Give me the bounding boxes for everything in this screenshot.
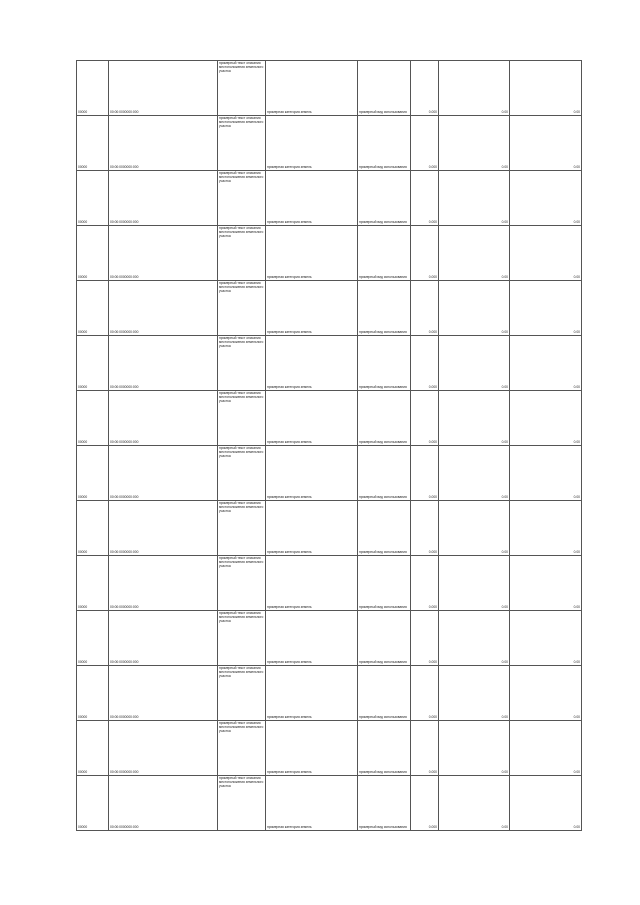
cell-value-2: 0.00 <box>510 611 582 666</box>
cell-value-2: 0.00 <box>510 556 582 611</box>
location-text: примерный текст описания местоположения земельного участка <box>219 116 264 129</box>
cell-value-1: 0.00 <box>439 116 510 171</box>
location-text: примерный текст описания местоположения земельного участка <box>219 171 264 184</box>
location-text: примерный текст описания местоположения земельного участка <box>219 391 264 404</box>
cell-row-number: 00000 <box>77 666 109 721</box>
cell-location <box>218 116 266 171</box>
cell-value-1: 0.00 <box>439 281 510 336</box>
cell-value-2: 0.00 <box>510 666 582 721</box>
cell-location <box>218 171 266 226</box>
cell-row-number: 00000 <box>77 721 109 776</box>
land-plots-table <box>76 60 582 831</box>
cell-location <box>218 721 266 776</box>
table-row <box>77 61 582 116</box>
location-text: примерный текст описания местоположения земельного участка <box>219 336 264 349</box>
cell-cadastral-number: 00:00:0000000:000 <box>109 556 218 611</box>
cell-location <box>218 556 266 611</box>
cell-cadastral-number: 00:00:0000000:000 <box>109 171 218 226</box>
cell-permitted-use: примерный вид использования <box>358 116 411 171</box>
cell-cadastral-number: 00:00:0000000:000 <box>109 666 218 721</box>
cell-row-number: 00000 <box>77 336 109 391</box>
cell-cadastral-number: 00:00:0000000:000 <box>109 776 218 831</box>
location-text: примерный текст описания местоположения земельного участка <box>219 501 264 514</box>
cell-land-category: примерная категория земель <box>266 721 358 776</box>
table-row <box>77 446 582 501</box>
cell-location <box>218 61 266 116</box>
location-text: примерный текст описания местоположения земельного участка <box>219 446 264 459</box>
cell-value-1: 0.00 <box>439 61 510 116</box>
table-row <box>77 776 582 831</box>
location-text: примерный текст описания местоположения земельного участка <box>219 776 264 789</box>
cell-row-number: 00000 <box>77 501 109 556</box>
cell-cadastral-number: 00:00:0000000:000 <box>109 611 218 666</box>
cell-permitted-use: примерный вид использования <box>358 776 411 831</box>
cell-area: 0.000 <box>411 61 439 116</box>
location-text: примерный текст описания местоположения земельного участка <box>219 556 264 569</box>
cell-cadastral-number: 00:00:0000000:000 <box>109 281 218 336</box>
cell-land-category: примерная категория земель <box>266 666 358 721</box>
cell-value-1: 0.00 <box>439 336 510 391</box>
location-text: примерный текст описания местоположения земельного участка <box>219 611 264 624</box>
cell-row-number: 00000 <box>77 556 109 611</box>
location-text: примерный текст описания местоположения земельного участка <box>219 281 264 294</box>
location-text: примерный текст описания местоположения земельного участка <box>219 226 264 239</box>
cell-permitted-use: примерный вид использования <box>358 336 411 391</box>
cell-location <box>218 281 266 336</box>
cell-value-2: 0.00 <box>510 171 582 226</box>
cell-cadastral-number: 00:00:0000000:000 <box>109 336 218 391</box>
cell-value-1: 0.00 <box>439 666 510 721</box>
cell-permitted-use: примерный вид использования <box>358 61 411 116</box>
cell-row-number: 00000 <box>77 226 109 281</box>
table-row <box>77 611 582 666</box>
table-row <box>77 666 582 721</box>
cell-value-2: 0.00 <box>510 226 582 281</box>
cell-value-1: 0.00 <box>439 171 510 226</box>
cell-value-1: 0.00 <box>439 611 510 666</box>
cell-permitted-use: примерный вид использования <box>358 226 411 281</box>
cell-land-category: примерная категория земель <box>266 281 358 336</box>
cell-value-2: 0.00 <box>510 61 582 116</box>
cell-row-number: 00000 <box>77 776 109 831</box>
cell-land-category: примерная категория земель <box>266 391 358 446</box>
cell-area: 0.000 <box>411 666 439 721</box>
cell-value-1: 0.00 <box>439 446 510 501</box>
cell-area: 0.000 <box>411 776 439 831</box>
cell-permitted-use: примерный вид использования <box>358 171 411 226</box>
table-body <box>77 61 582 831</box>
table-row <box>77 226 582 281</box>
table-row <box>77 556 582 611</box>
cell-area: 0.000 <box>411 391 439 446</box>
cell-cadastral-number: 00:00:0000000:000 <box>109 226 218 281</box>
cell-permitted-use: примерный вид использования <box>358 721 411 776</box>
cell-value-1: 0.00 <box>439 501 510 556</box>
cell-value-1: 0.00 <box>439 776 510 831</box>
cell-location <box>218 611 266 666</box>
cell-row-number: 00000 <box>77 171 109 226</box>
cell-value-2: 0.00 <box>510 281 582 336</box>
table-row <box>77 391 582 446</box>
cell-land-category: примерная категория земель <box>266 611 358 666</box>
cell-cadastral-number: 00:00:0000000:000 <box>109 446 218 501</box>
cell-area: 0.000 <box>411 446 439 501</box>
table-row <box>77 116 582 171</box>
cell-location <box>218 391 266 446</box>
cell-cadastral-number: 00:00:0000000:000 <box>109 501 218 556</box>
cell-permitted-use: примерный вид использования <box>358 391 411 446</box>
cell-value-2: 0.00 <box>510 336 582 391</box>
cell-land-category: примерная категория земель <box>266 336 358 391</box>
cell-row-number: 00000 <box>77 281 109 336</box>
cell-land-category: примерная категория земель <box>266 116 358 171</box>
cell-permitted-use: примерный вид использования <box>358 556 411 611</box>
cell-land-category: примерная категория земель <box>266 501 358 556</box>
table-row <box>77 501 582 556</box>
cell-row-number: 00000 <box>77 116 109 171</box>
cell-location <box>218 776 266 831</box>
table-row <box>77 336 582 391</box>
cell-value-2: 0.00 <box>510 501 582 556</box>
cell-value-1: 0.00 <box>439 391 510 446</box>
cell-area: 0.000 <box>411 501 439 556</box>
cell-row-number: 00000 <box>77 611 109 666</box>
cell-area: 0.000 <box>411 336 439 391</box>
cell-permitted-use: примерный вид использования <box>358 666 411 721</box>
cell-area: 0.000 <box>411 611 439 666</box>
cell-land-category: примерная категория земель <box>266 446 358 501</box>
cell-value-2: 0.00 <box>510 776 582 831</box>
cell-value-2: 0.00 <box>510 391 582 446</box>
cell-cadastral-number: 00:00:0000000:000 <box>109 116 218 171</box>
cell-permitted-use: примерный вид использования <box>358 501 411 556</box>
cell-location <box>218 226 266 281</box>
cell-row-number: 00000 <box>77 446 109 501</box>
cell-land-category: примерная категория земель <box>266 226 358 281</box>
cell-permitted-use: примерный вид использования <box>358 446 411 501</box>
location-text: примерный текст описания местоположения земельного участка <box>219 721 264 734</box>
cell-land-category: примерная категория земель <box>266 61 358 116</box>
cell-area: 0.000 <box>411 556 439 611</box>
cell-value-1: 0.00 <box>439 721 510 776</box>
cell-value-1: 0.00 <box>439 226 510 281</box>
cell-location <box>218 446 266 501</box>
cell-value-2: 0.00 <box>510 446 582 501</box>
cell-area: 0.000 <box>411 721 439 776</box>
cell-permitted-use: примерный вид использования <box>358 611 411 666</box>
cell-value-2: 0.00 <box>510 721 582 776</box>
table-row <box>77 281 582 336</box>
cell-location <box>218 501 266 556</box>
cell-area: 0.000 <box>411 226 439 281</box>
cell-land-category: примерная категория земель <box>266 171 358 226</box>
table-row <box>77 721 582 776</box>
table-row <box>77 171 582 226</box>
cell-area: 0.000 <box>411 281 439 336</box>
cell-permitted-use: примерный вид использования <box>358 281 411 336</box>
cell-area: 0.000 <box>411 171 439 226</box>
cell-land-category: примерная категория земель <box>266 556 358 611</box>
cell-location <box>218 336 266 391</box>
cell-location <box>218 666 266 721</box>
cell-row-number: 00000 <box>77 391 109 446</box>
cell-row-number: 00000 <box>77 61 109 116</box>
cell-value-1: 0.00 <box>439 556 510 611</box>
cell-cadastral-number: 00:00:0000000:000 <box>109 391 218 446</box>
cell-value-2: 0.00 <box>510 116 582 171</box>
cell-area: 0.000 <box>411 116 439 171</box>
location-text: примерный текст описания местоположения земельного участка <box>219 666 264 679</box>
cell-land-category: примерная категория земель <box>266 776 358 831</box>
cell-cadastral-number: 00:00:0000000:000 <box>109 721 218 776</box>
location-text: примерный текст описания местоположения земельного участка <box>219 61 264 74</box>
cell-cadastral-number: 00:00:0000000:000 <box>109 61 218 116</box>
